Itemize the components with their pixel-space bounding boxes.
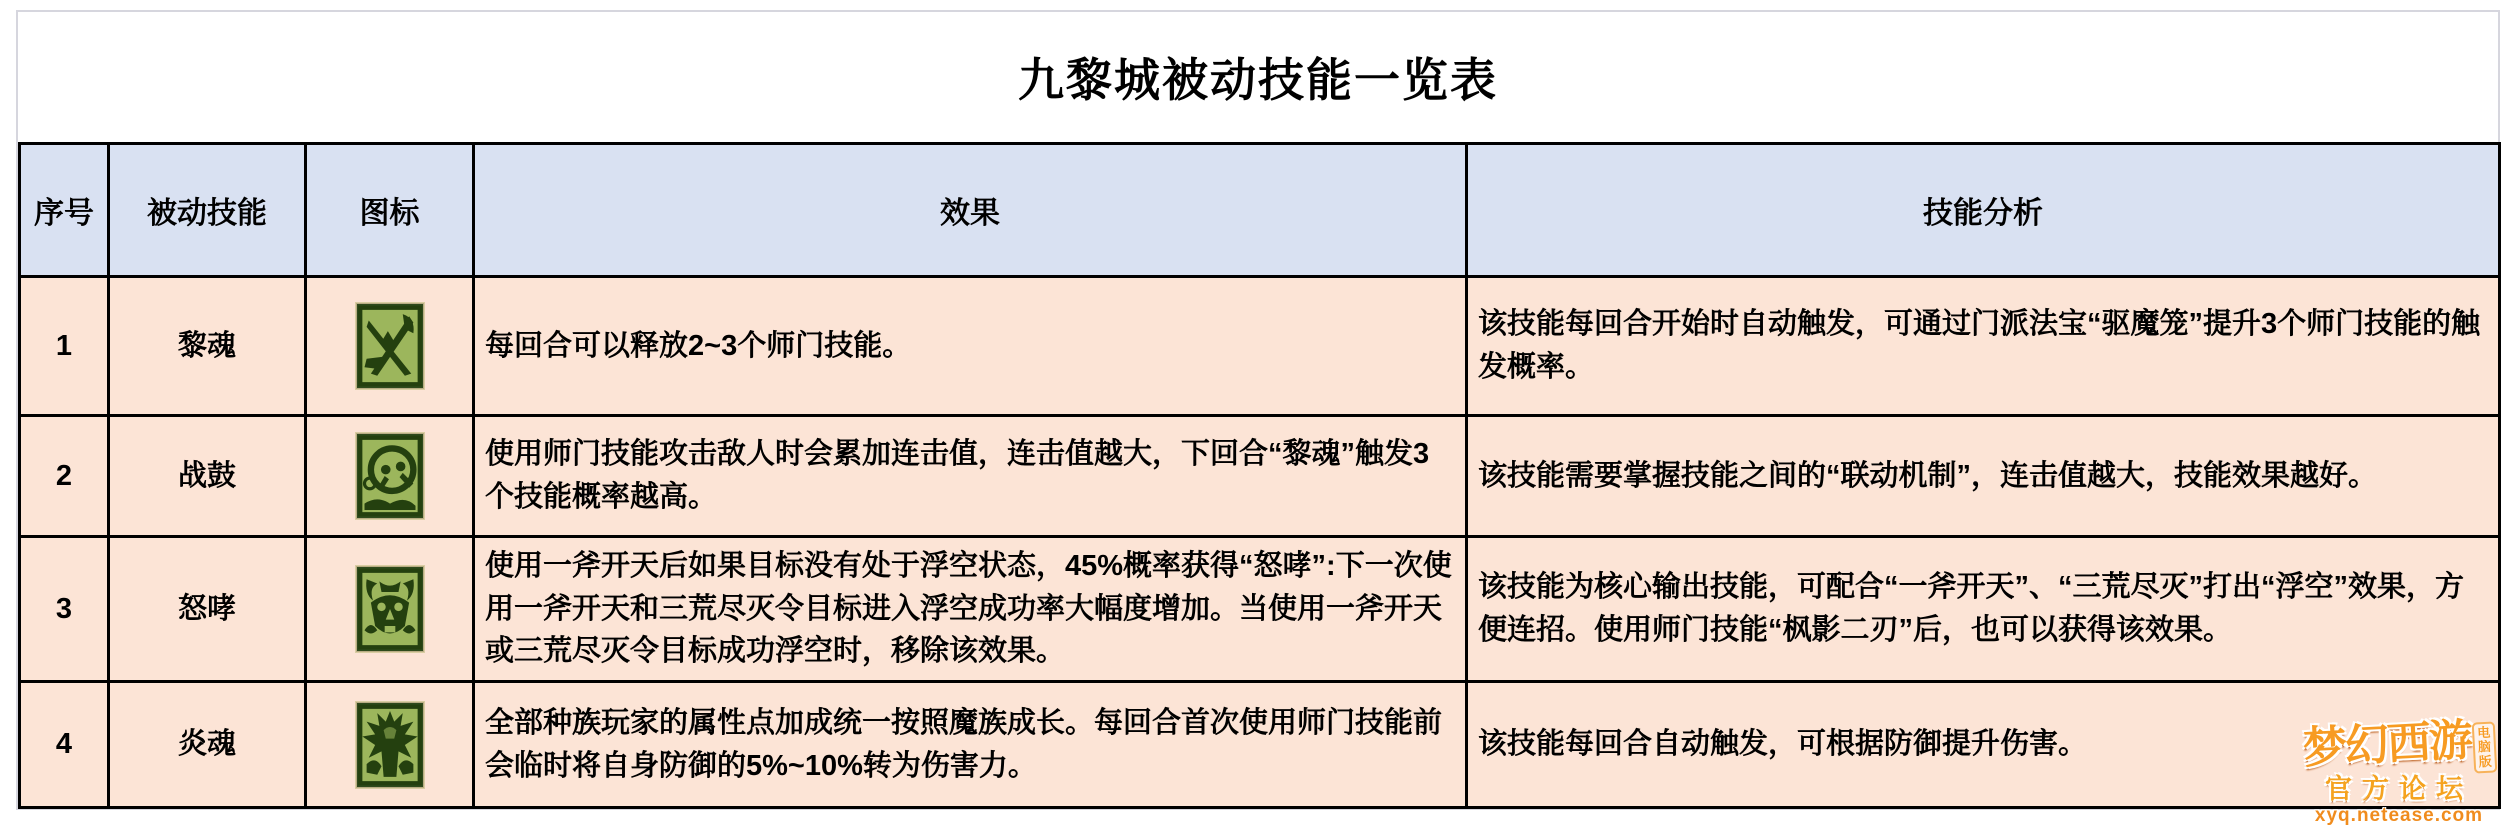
skill-effect: 使用师门技能攻击敌人时会累加连击值，连击值越大，下回合“黎魂”触发3个技能概率越高。 (474, 416, 1467, 537)
row-index: 2 (20, 416, 109, 537)
official-forum-label: 官方论坛 (2325, 773, 2473, 804)
passive-skill-table (18, 142, 2501, 809)
skill-icon-cell (306, 277, 474, 416)
site-url-label: xyq.netease.com (2314, 805, 2484, 826)
skill-analysis: 该技能每回合开始时自动触发，可通过门派法宝“驱魔笼”提升3个师门技能的触发概率。 (1467, 277, 2500, 416)
skill-effect: 使用一斧开天后如果目标没有处于浮空状态，45%概率获得“怒哮”:下一次使用一斧开天和三荒尽灭令目标进入浮空成功率大幅度增加。当使用一斧开天或三荒尽灭令目标成功浮空时，移除该效果。 (474, 537, 1467, 682)
table-row (20, 537, 2500, 682)
skill-icon-cell (306, 416, 474, 537)
header-index: 序号 (20, 144, 109, 277)
skill-icon-cell (306, 537, 474, 682)
row-index: 4 (20, 682, 109, 808)
header-effect: 效果 (474, 144, 1467, 277)
table-header-row (20, 144, 2500, 277)
row-index: 1 (20, 277, 109, 416)
content-panel (16, 10, 2500, 810)
header-icon: 图标 (306, 144, 474, 277)
skill-name: 黎魂 (109, 277, 306, 416)
skill-icon-cell (306, 682, 474, 808)
skill-analysis: 该技能为核心输出技能，可配合“一斧开天”、“三荒尽灭”打出“浮空”效果，方便连招。使用师门技能“枫影二刃”后，也可以获得该效果。 (1467, 537, 2500, 682)
table-row (20, 416, 2500, 537)
game-logo-text: 梦幻西游 (2301, 715, 2472, 774)
pc-version-badge: 电脑版 (2471, 721, 2497, 773)
skill-analysis: 该技能每回合自动触发，可根据防御提升伤害。 (1467, 682, 2500, 808)
table-row (20, 277, 2500, 416)
table-row (20, 682, 2500, 808)
skill-effect: 每回合可以释放2~3个师门技能。 (474, 277, 1467, 416)
skill-effect: 全部种族玩家的属性点加成统一按照魔族成长。每回合首次使用师门技能前会临时将自身防御的5%~10%转为伤害力。 (474, 682, 1467, 808)
skill-analysis: 该技能需要掌握技能之间的“联动机制”，连击值越大，技能效果越好。 (1467, 416, 2500, 537)
row-index: 3 (20, 537, 109, 682)
war-drum-icon (355, 432, 425, 520)
page-title: 九黎城被动技能一览表 (1018, 54, 1498, 106)
skill-name: 战鼓 (109, 416, 306, 537)
title-bar (18, 12, 2498, 142)
header-analysis: 技能分析 (1467, 144, 2500, 277)
flame-spirit-icon (355, 701, 425, 789)
beast-roar-icon (355, 565, 425, 653)
skill-name: 怒哮 (109, 537, 306, 682)
crossed-weapons-icon (355, 302, 425, 390)
header-skill: 被动技能 (109, 144, 306, 277)
skill-name: 炎魂 (109, 682, 306, 808)
